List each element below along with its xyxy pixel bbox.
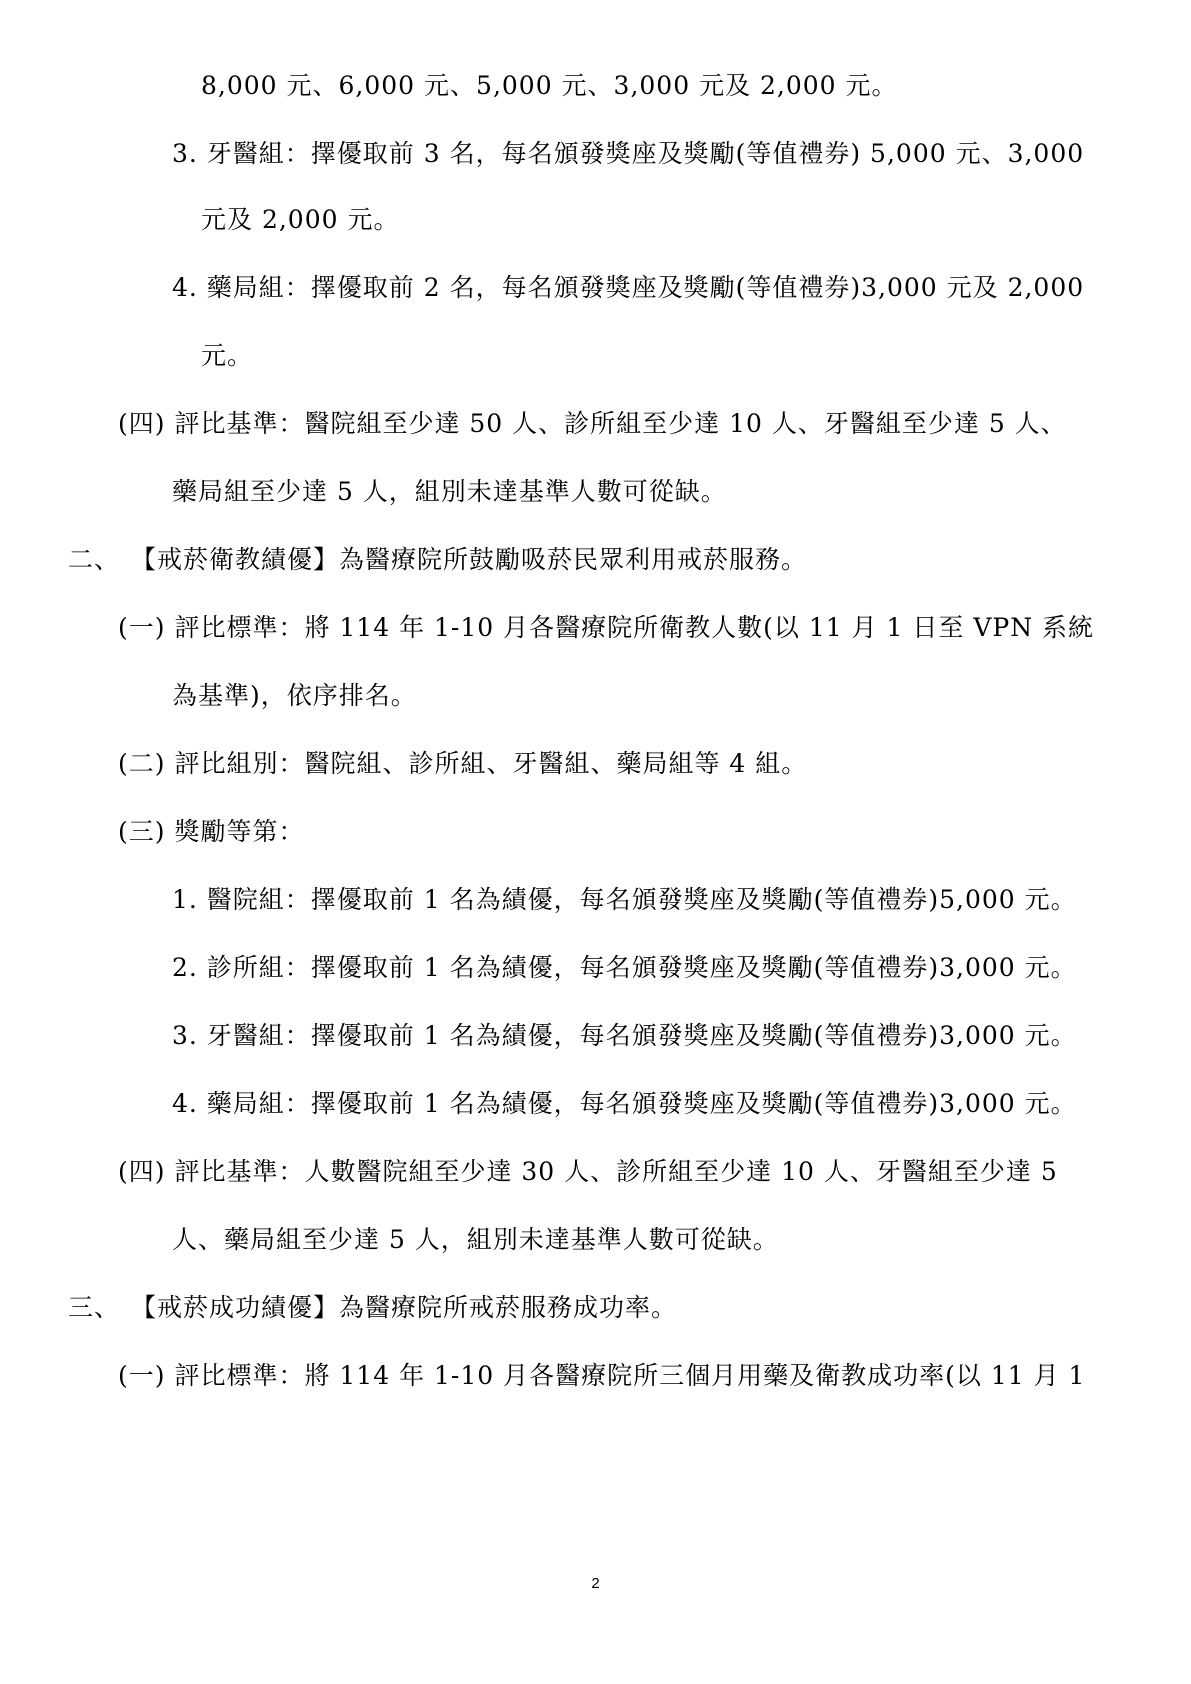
subsection-criteria-baseline-cont: 藥局組至少達 5 人，組別未達基準人數可從缺。: [172, 477, 727, 506]
item-pharmacy-group-prizes-cont: 元。: [201, 341, 254, 370]
subsection-criteria-baseline: (四) 評比基準：醫院組至少達 50 人、診所組至少達 10 人、牙醫組至少達 5 人、: [118, 409, 1067, 438]
section-title: 【戒菸成功績優】為醫療院所戒菸服務成功率。: [131, 1293, 678, 1322]
item-dental-group-prizes-cont: 元及 2,000 元。: [201, 205, 400, 234]
subsection-evaluation-groups: (二) 評比組別：醫院組、診所組、牙醫組、藥局組等 4 組。: [118, 749, 808, 778]
item-pharmacy-award: 4. 藥局組：擇優取前 1 名為績優，每名頒發獎座及獎勵(等值禮券)3,000 元。: [172, 1089, 1077, 1118]
item-dental-award: 3. 牙醫組：擇優取前 1 名為績優，每名頒發獎座及獎勵(等值禮券)3,000 元。: [172, 1021, 1077, 1050]
section-heading-success-excellence: [68, 1292, 677, 1324]
subsection-criteria-baseline-2-cont: 人、藥局組至少達 5 人，組別未達基準人數可從缺。: [172, 1225, 779, 1254]
section-marker: 三、: [68, 1293, 121, 1322]
item-clinic-award: 2. 診所組：擇優取前 1 名為績優，每名頒發獎座及獎勵(等值禮券)3,000 元。: [172, 953, 1077, 982]
section-marker: 二、: [68, 545, 121, 574]
subsection-evaluation-standard-2: (一) 評比標準：將 114 年 1-10 月各醫療院所三個月用藥及衛教成功率(以 11 月 1: [118, 1361, 1086, 1390]
section-title: 【戒菸衛教績優】為醫療院所鼓勵吸菸民眾利用戒菸服務。: [131, 545, 808, 574]
section-heading-education-excellence: [68, 544, 807, 576]
item-hospital-award: 1. 醫院組：擇優取前 1 名為績優，每名頒發獎座及獎勵(等值禮券)5,000 元。: [172, 885, 1077, 914]
subsection-evaluation-standard-cont: 為基準)，依序排名。: [172, 681, 417, 710]
page-number: 2: [591, 1575, 600, 1592]
subsection-evaluation-standard: (一) 評比標準：將 114 年 1-10 月各醫療院所衛教人數(以 11 月 1 日至 VPN 系統: [118, 613, 1095, 642]
subsection-criteria-baseline-2: (四) 評比基準：人數醫院組至少達 30 人、診所組至少達 10 人、牙醫組至少達 5: [118, 1157, 1058, 1186]
continuation-hospital-prize-amounts: 8,000 元、6,000 元、5,000 元、3,000 元及 2,000 元。: [201, 71, 898, 100]
item-dental-group-prizes: 3. 牙醫組：擇優取前 3 名，每名頒發獎座及獎勵(等值禮券) 5,000 元、3,000: [172, 139, 1085, 168]
item-pharmacy-group-prizes: 4. 藥局組：擇優取前 2 名，每名頒發獎座及獎勵(等值禮券)3,000 元及 2,000: [172, 273, 1085, 302]
subsection-award-levels: (三) 獎勵等第：: [118, 817, 305, 846]
